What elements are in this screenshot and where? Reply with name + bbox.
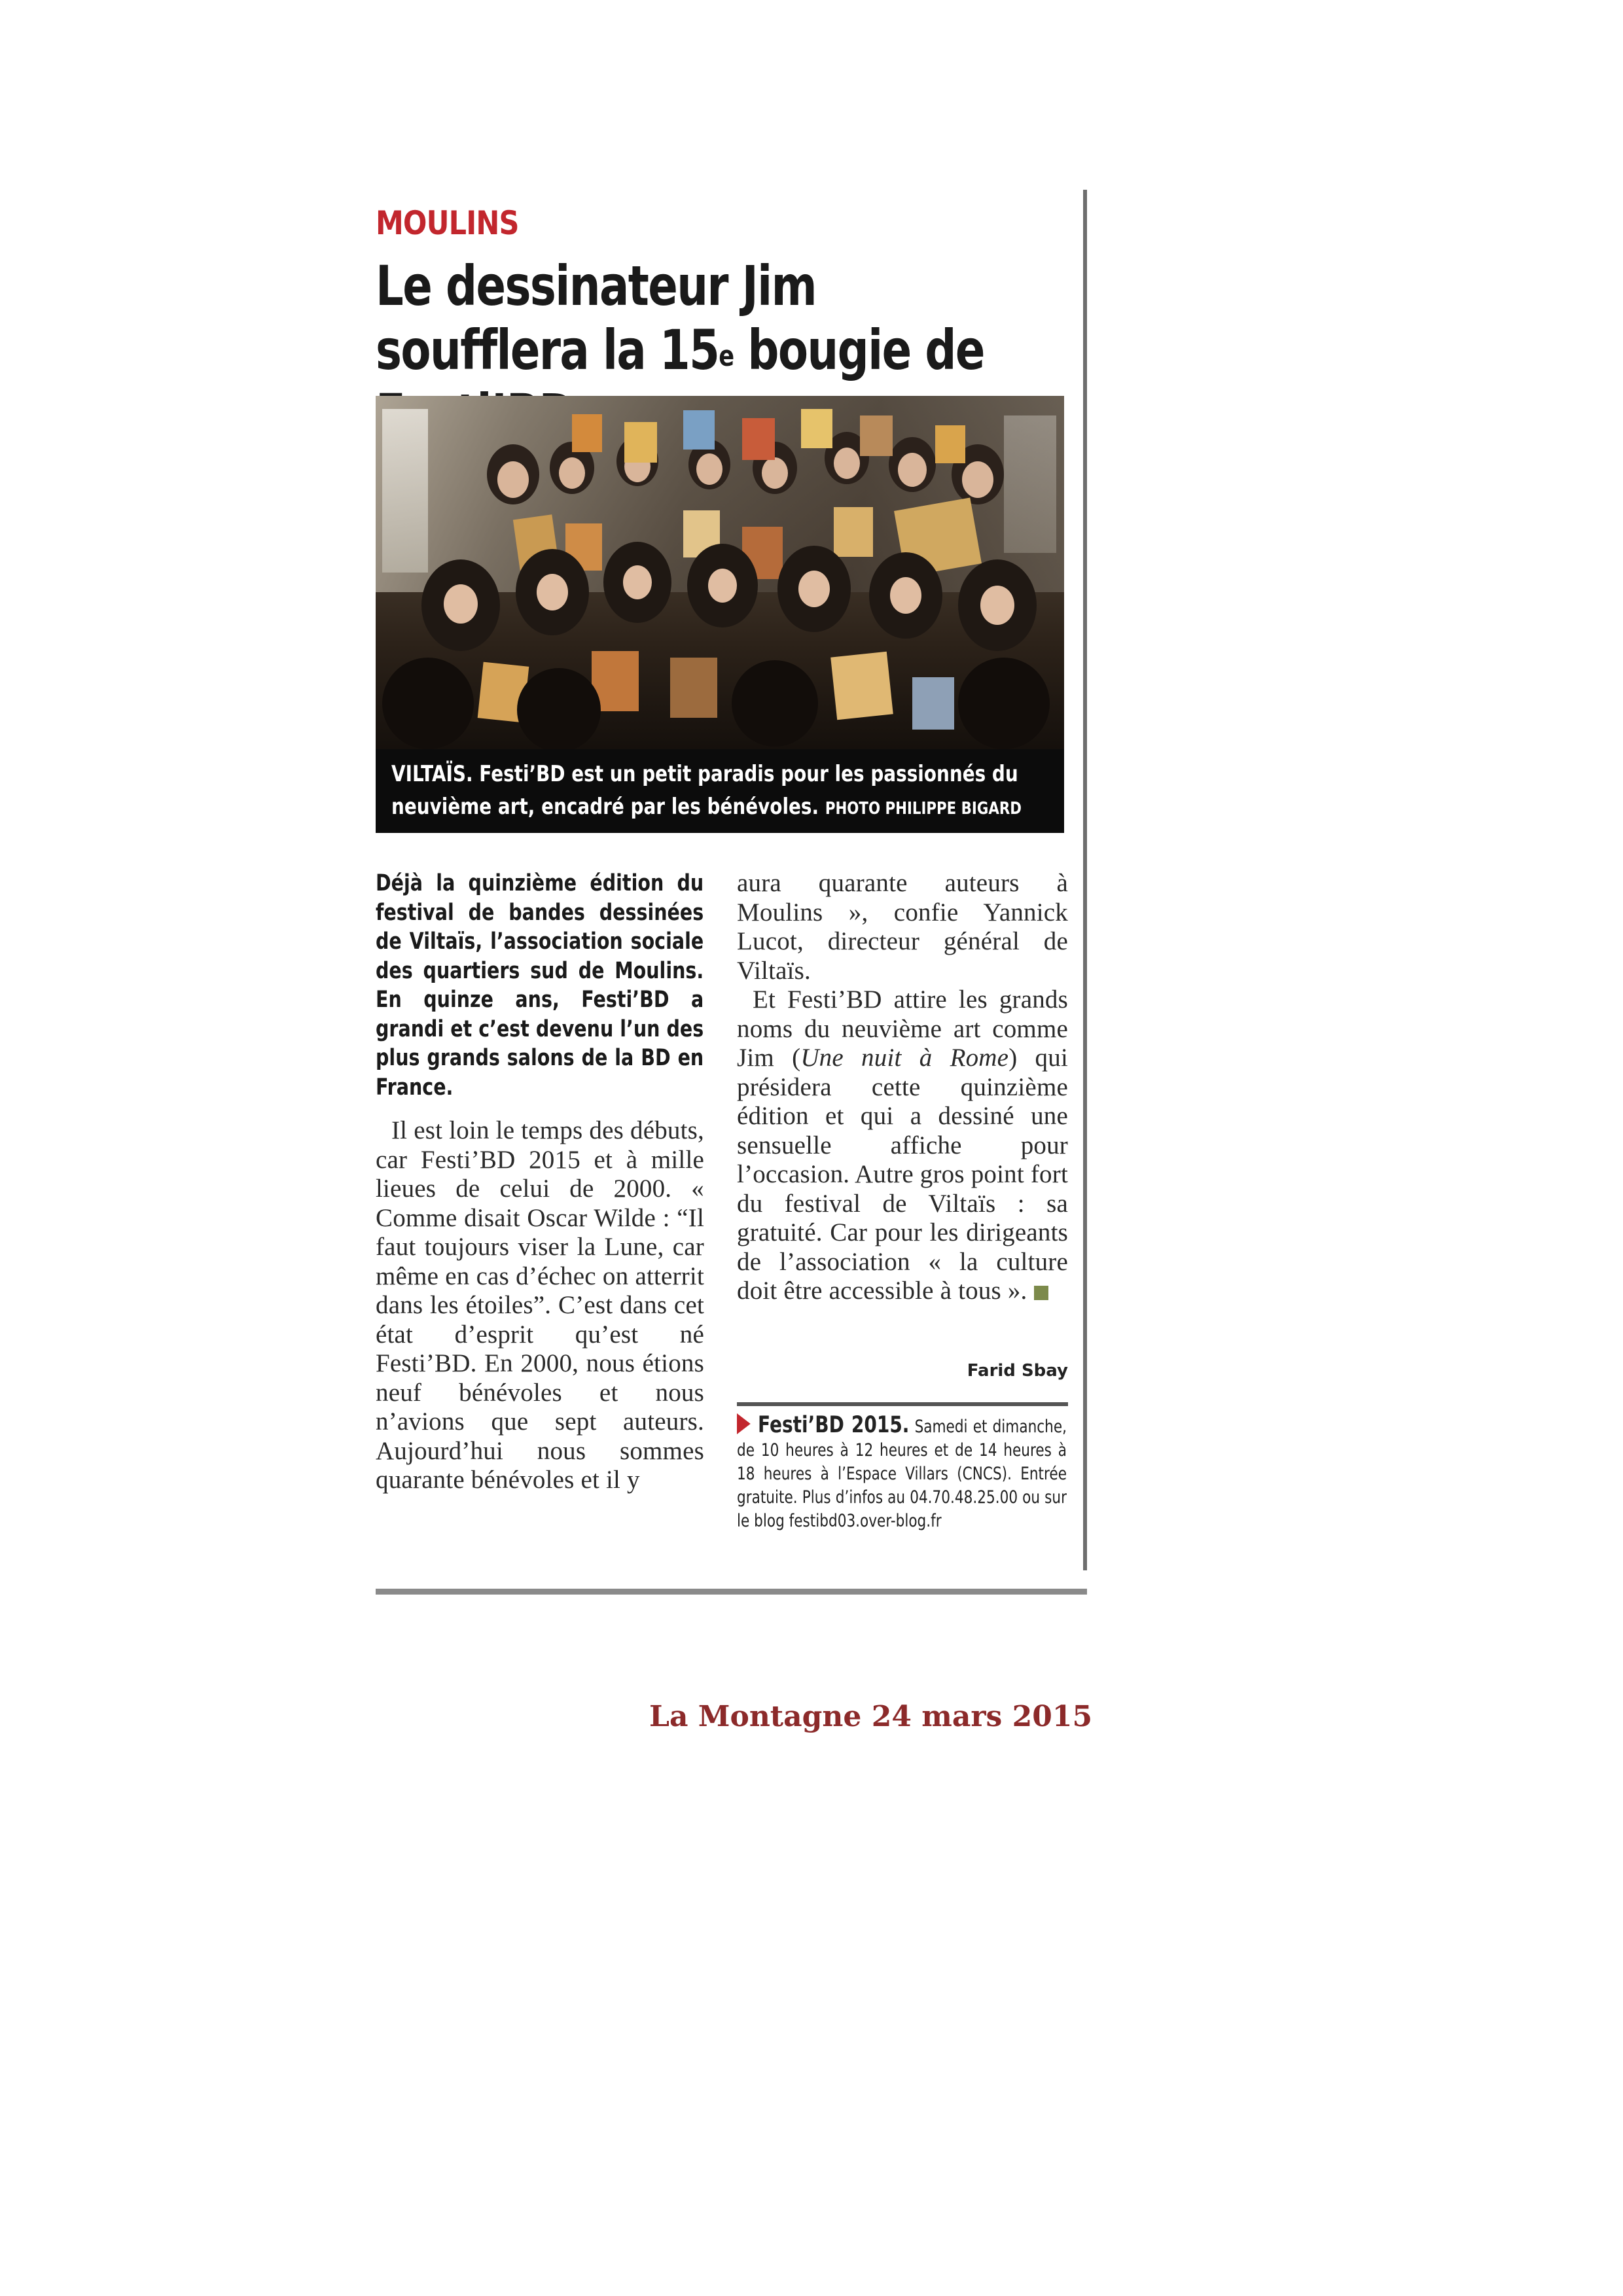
event-info-box: [737, 1413, 1067, 1533]
info-box-rule: [737, 1402, 1068, 1406]
end-of-article-square-icon: [1034, 1286, 1048, 1300]
clipping-bottom-rule: [376, 1589, 1087, 1595]
source-citation: La Montagne 24 mars 2015: [649, 1700, 1093, 1733]
headline-superscript: e: [719, 340, 734, 373]
book-title: Une nuit à Rome: [800, 1044, 1009, 1072]
photo-crowd: [376, 396, 1064, 749]
byline: Farid Sbay: [967, 1361, 1068, 1381]
photo-credit: PHOTO PHILIPPE BIGARD: [825, 799, 1022, 819]
article-lead: Déjà la quinzième édition du festival de bandes dessinées de Viltaïs, l’association sociale des quartiers sud de Moulins. En quinze ans, Festi’BD a grandi et c’est devenu l’un des plus grands salons de la BD en France.: [376, 870, 704, 1101]
caption-lead: VILTAÏS.: [391, 761, 473, 787]
column-rule-right: [1083, 190, 1087, 1570]
caption-text: Festi’BD est un petit paradis pour les passionnés du neuvième art, encadré par les bénévoles.: [391, 761, 1018, 820]
article-body-col2-p1: aura quarante auteurs à Moulins », confie Yannick Lucot, directeur général de Viltaïs.: [737, 869, 1068, 985]
headline-part1: Le dessinateur Jim soufflera la 15: [376, 254, 817, 382]
group-photo: [376, 396, 1064, 749]
arrow-right-icon: [737, 1413, 751, 1434]
section-kicker: MOULINS: [376, 204, 519, 242]
body-p2-end: ) qui présidera cette quinzième édition et qui a dessiné une sensuelle affiche pour l’occasion. Autre gros point fort du festival de Viltaïs : sa gratuité. Car pour les dirigeants de l’association « la culture doit être accessible à tous ».: [737, 1044, 1068, 1305]
article-column-left: [376, 869, 704, 1494]
event-info-text: Samedi et dimanche, de 10 heures à 12 heures et de 14 heures à 18 heures à l’Espace Villars (CNCS). Entrée gratuite. Plus d’infos au 04.70.48.25.00 ou sur le blog festibd03.over-blog.fr: [737, 1417, 1067, 1531]
event-info-label: Festi’BD 2015.: [758, 1412, 910, 1438]
headline-part2: bougie de: [747, 318, 984, 382]
article-body-col2-p2: [737, 985, 1068, 1306]
photo-caption: [391, 758, 1057, 825]
article-body-col1: Il est loin le temps des débuts, car Festi’BD 2015 et à mille lieues de celui de 2000. « Comme disait Oscar Wilde : “Il faut toujours viser la Lune, car même en cas d’échec on atterrit dans les étoiles”. C’est dans cet état d’esprit qu’est né Festi’BD. En 2000, nous étions neuf bénévoles et nous n’avions que sept auteurs. Aujourd’hui nous sommes quarante bénévoles et il y: [376, 1116, 704, 1494]
body-p2-start: Et Festi’BD attire les grands noms du neuvième art comme Jim (: [737, 985, 1068, 1072]
